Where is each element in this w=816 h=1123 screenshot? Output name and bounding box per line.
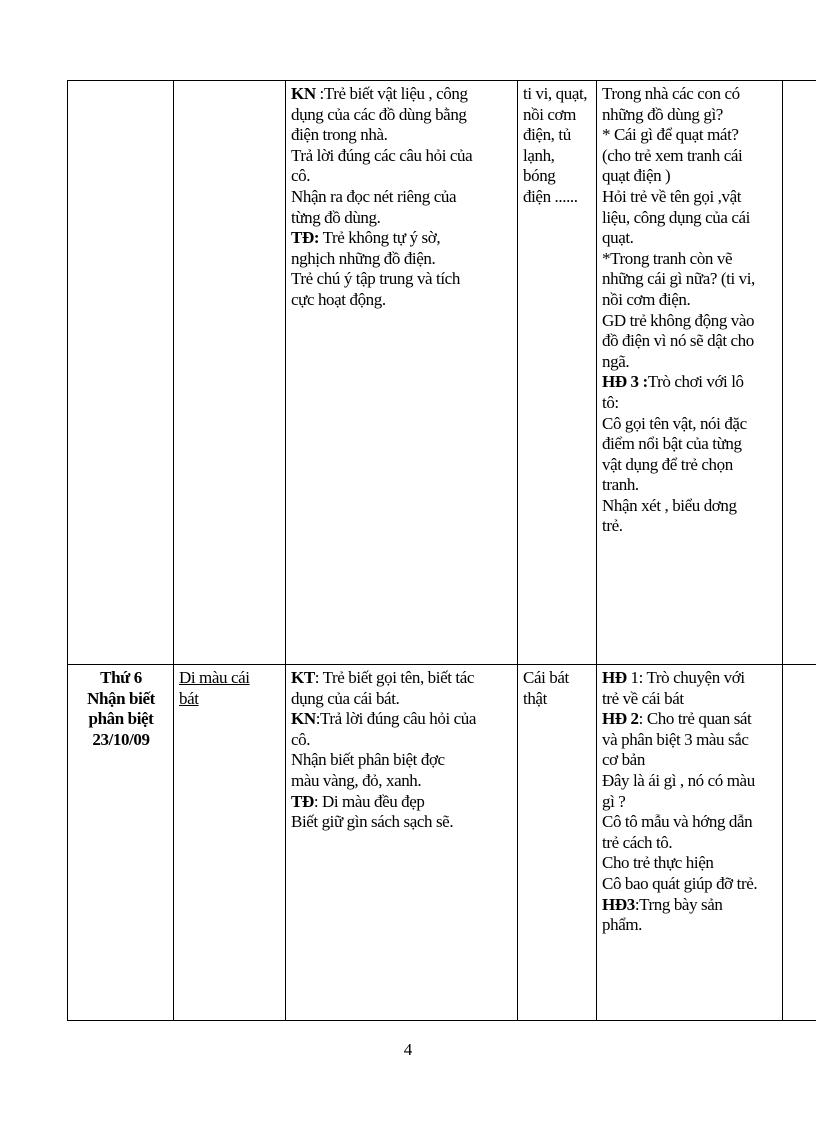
materials-line: thật xyxy=(523,688,547,708)
materials-line: ti vi, quạt, xyxy=(523,84,588,103)
goals-text: : Di màu đều đẹp xyxy=(313,791,425,811)
activities-line xyxy=(602,895,778,916)
table-row xyxy=(68,665,816,1021)
day-line: Thứ 6 xyxy=(100,668,142,687)
activities-bold-prefix: HĐ3 xyxy=(602,894,635,914)
activities-line: gì ? xyxy=(602,791,626,811)
goals-text: : Trẻ biết gọi tên, biết tác xyxy=(314,668,475,687)
materials-cell xyxy=(518,665,597,1021)
activities-line: cơ bản xyxy=(602,750,645,770)
goals-line: cực hoạt động. xyxy=(291,289,386,309)
activities-line: quạt. xyxy=(602,228,634,248)
day-cell xyxy=(68,665,174,1021)
materials-cell xyxy=(518,81,597,665)
activities-cell xyxy=(597,81,783,665)
goals-line: dụng của các đồ dùng bằng xyxy=(291,104,467,124)
activities-bold-prefix: HĐ 3 : xyxy=(602,372,648,392)
topic-line: Di màu cái xyxy=(179,668,250,687)
topic-cell xyxy=(174,665,286,1021)
activities-line: Đây là ái gì , nó có màu xyxy=(602,770,755,790)
table-row xyxy=(68,81,816,665)
goals-line xyxy=(291,228,513,249)
day-cell xyxy=(68,81,174,665)
activities-line: nồi cơm điện. xyxy=(602,289,691,309)
activities-line: Hỏi trẻ về tên gọi ,vật xyxy=(602,186,742,206)
activities-line xyxy=(602,668,778,689)
activities-line: tranh. xyxy=(602,475,639,495)
activities-line: điểm nổi bật của từng xyxy=(602,434,742,454)
notes-cell xyxy=(783,81,816,665)
goals-line: Trả lời đúng các câu hỏi của xyxy=(291,145,473,165)
page-number: 4 xyxy=(403,1040,413,1059)
activities-line: Trong nhà các con có xyxy=(602,84,740,103)
goals-line xyxy=(291,792,513,813)
materials-line: điện, tủ xyxy=(523,125,571,145)
goals-line: Trẻ chú ý tập trung và tích xyxy=(291,269,460,289)
activities-line xyxy=(602,709,778,730)
activities-line: phẩm. xyxy=(602,915,643,935)
activities-line: (cho trẻ xem tranh cái xyxy=(602,145,743,165)
activities-bold-prefix: HĐ 2 xyxy=(602,709,639,729)
goals-text: :Trẻ biết vật liệu , công xyxy=(315,84,468,103)
activities-line: những đồ dùng gì? xyxy=(602,104,723,124)
activities-line: Nhận xét , biểu dơng xyxy=(602,495,737,515)
activities-line: Cô gọi tên vật, nói đặc xyxy=(602,413,747,433)
materials-line: bóng xyxy=(523,166,556,186)
goals-bold-prefix: KN xyxy=(291,84,316,103)
goals-bold-prefix: KN xyxy=(291,709,316,729)
activities-line: và phân biệt 3 màu sắc xyxy=(602,729,749,749)
goals-line: Biết giữ gìn sách sạch sẽ. xyxy=(291,812,454,832)
activities-text: : Cho trẻ quan sát xyxy=(638,709,752,729)
day-line: phân biệt xyxy=(88,709,154,729)
activities-text: Trò chơi với lô xyxy=(647,372,744,392)
activities-line: vật dụng để trẻ chọn xyxy=(602,454,733,474)
activities-line xyxy=(602,372,778,393)
materials-line: điện ...... xyxy=(523,186,578,206)
goals-cell xyxy=(286,665,518,1021)
activities-line: Cô bao quát giúp đỡ trẻ. xyxy=(602,873,758,893)
notes-cell xyxy=(783,665,816,1021)
activities-line: Cô tô mẫu và hớng dẫn xyxy=(602,812,753,832)
goals-line: cô. xyxy=(291,166,311,186)
activities-line: ngã. xyxy=(602,351,630,371)
materials-line: Cái bát xyxy=(523,668,569,687)
goals-line xyxy=(291,709,513,730)
goals-line: từng đồ dùng. xyxy=(291,207,381,227)
goals-cell xyxy=(286,81,518,665)
activities-line: trẻ về cái bát xyxy=(602,688,684,708)
goals-text: :Trả lời đúng câu hỏi của xyxy=(315,709,477,729)
day-line: 23/10/09 xyxy=(92,729,150,749)
activities-line: liệu, công dụng của cái xyxy=(602,207,750,227)
goals-line: điện trong nhà. xyxy=(291,125,388,145)
topic-cell xyxy=(174,81,286,665)
goals-bold-prefix: TĐ xyxy=(291,791,314,811)
activities-line: trẻ cách tô. xyxy=(602,832,673,852)
goals-line: cô. xyxy=(291,729,311,749)
goals-bold-prefix: TĐ: xyxy=(291,228,320,248)
activities-line: GD trẻ không động vào xyxy=(602,310,755,330)
materials-line: nồi cơm xyxy=(523,104,576,124)
lesson-plan-table xyxy=(67,80,816,1021)
activities-cell xyxy=(597,665,783,1021)
goals-line xyxy=(291,84,513,105)
day-line: Nhận biết xyxy=(87,688,155,708)
goals-line xyxy=(291,668,513,689)
activities-line: những cái gì nữa? (ti vi, xyxy=(602,269,755,289)
activities-line: đồ điện vì nó sẽ dật cho xyxy=(602,331,754,351)
activities-line: *Trong tranh còn vẽ xyxy=(602,248,733,268)
activities-line: trẻ. xyxy=(602,516,623,536)
goals-line: dụng của cái bát. xyxy=(291,688,400,708)
activities-line: tô: xyxy=(602,392,619,412)
goals-line: Nhận biết phân biệt đợc xyxy=(291,750,445,770)
goals-line: Nhận ra đọc nét riêng của xyxy=(291,186,457,206)
activities-line: Cho trẻ thực hiện xyxy=(602,853,714,873)
goals-line: nghịch những đồ điện. xyxy=(291,248,436,268)
materials-line: lạnh, xyxy=(523,145,555,165)
activities-line: * Cái gì để quạt mát? xyxy=(602,125,739,145)
activities-bold-prefix: HĐ xyxy=(602,668,627,687)
topic-line: bát xyxy=(179,688,199,708)
goals-bold-prefix: KT xyxy=(291,668,315,687)
goals-text: Trẻ không tự ý sờ, xyxy=(319,228,441,248)
activities-text: 1: Trò chuyện với xyxy=(626,668,745,687)
activities-line: quạt điện ) xyxy=(602,166,671,186)
activities-text: :Trng bày sản xyxy=(634,894,723,914)
goals-line: màu vàng, đỏ, xanh. xyxy=(291,770,422,790)
